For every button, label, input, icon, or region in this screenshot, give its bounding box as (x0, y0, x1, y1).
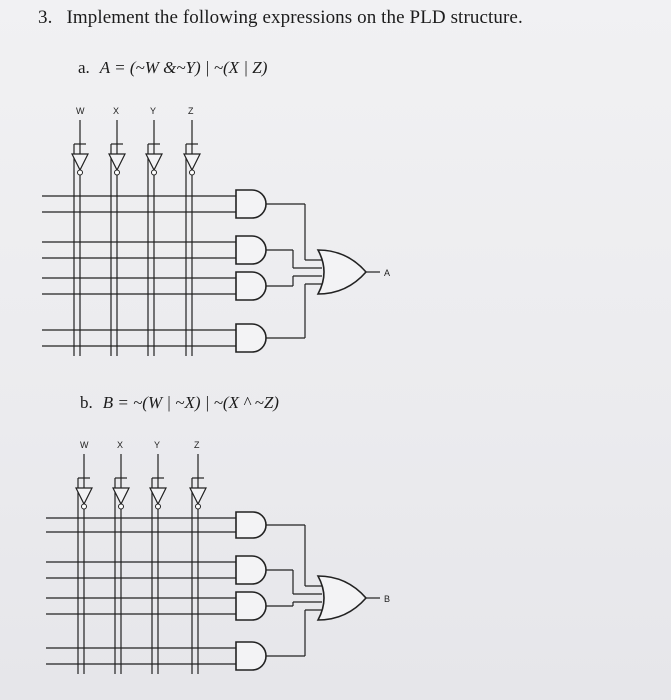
question-number: 3. (38, 7, 53, 28)
and-gate-icon-4 (236, 324, 266, 352)
input-label-w: W (76, 106, 85, 116)
and-gate-icon-4 (236, 642, 266, 670)
and-gate-icon-2 (236, 556, 266, 584)
input-label-x: X (117, 440, 124, 450)
input-label-x: X (113, 106, 120, 116)
input-label-y: Y (150, 106, 157, 116)
or-gate-icon (318, 576, 366, 620)
inverter-bubble-z (190, 170, 195, 175)
or-gate-icon (318, 250, 366, 294)
part-b-expression: B = ~(W | ~X) | ~(X ^ ~Z) (102, 393, 279, 412)
and-gate-icon-3 (236, 272, 266, 300)
output-label-a: A (384, 268, 391, 278)
inverter-bubble-x (119, 504, 124, 509)
and-gate-icon-1 (236, 190, 266, 218)
and-gate-icon-2 (236, 236, 266, 264)
part-a-expression: A = (~W &~Y) | ~(X | Z) (99, 58, 268, 77)
output-label-b: B (384, 594, 391, 604)
inverter-bubble-y (152, 170, 157, 175)
input-label-y: Y (154, 440, 161, 450)
question-text: Implement the following expressions on the PLD structure. (66, 7, 523, 28)
inverter-bubble-w (78, 170, 83, 175)
inverter-bubble-x (115, 170, 120, 175)
input-label-z: Z (188, 106, 194, 116)
and-gate-icon-1 (236, 512, 266, 538)
inverter-bubble-y (156, 504, 161, 509)
part-a-label: a. (78, 58, 90, 77)
part-b-label: b. (80, 393, 93, 412)
inverter-bubble-w (82, 504, 87, 509)
input-label-w: W (80, 440, 89, 450)
input-label-z: Z (194, 440, 200, 450)
and-gate-icon-3 (236, 592, 266, 620)
inverter-bubble-z (196, 504, 201, 509)
